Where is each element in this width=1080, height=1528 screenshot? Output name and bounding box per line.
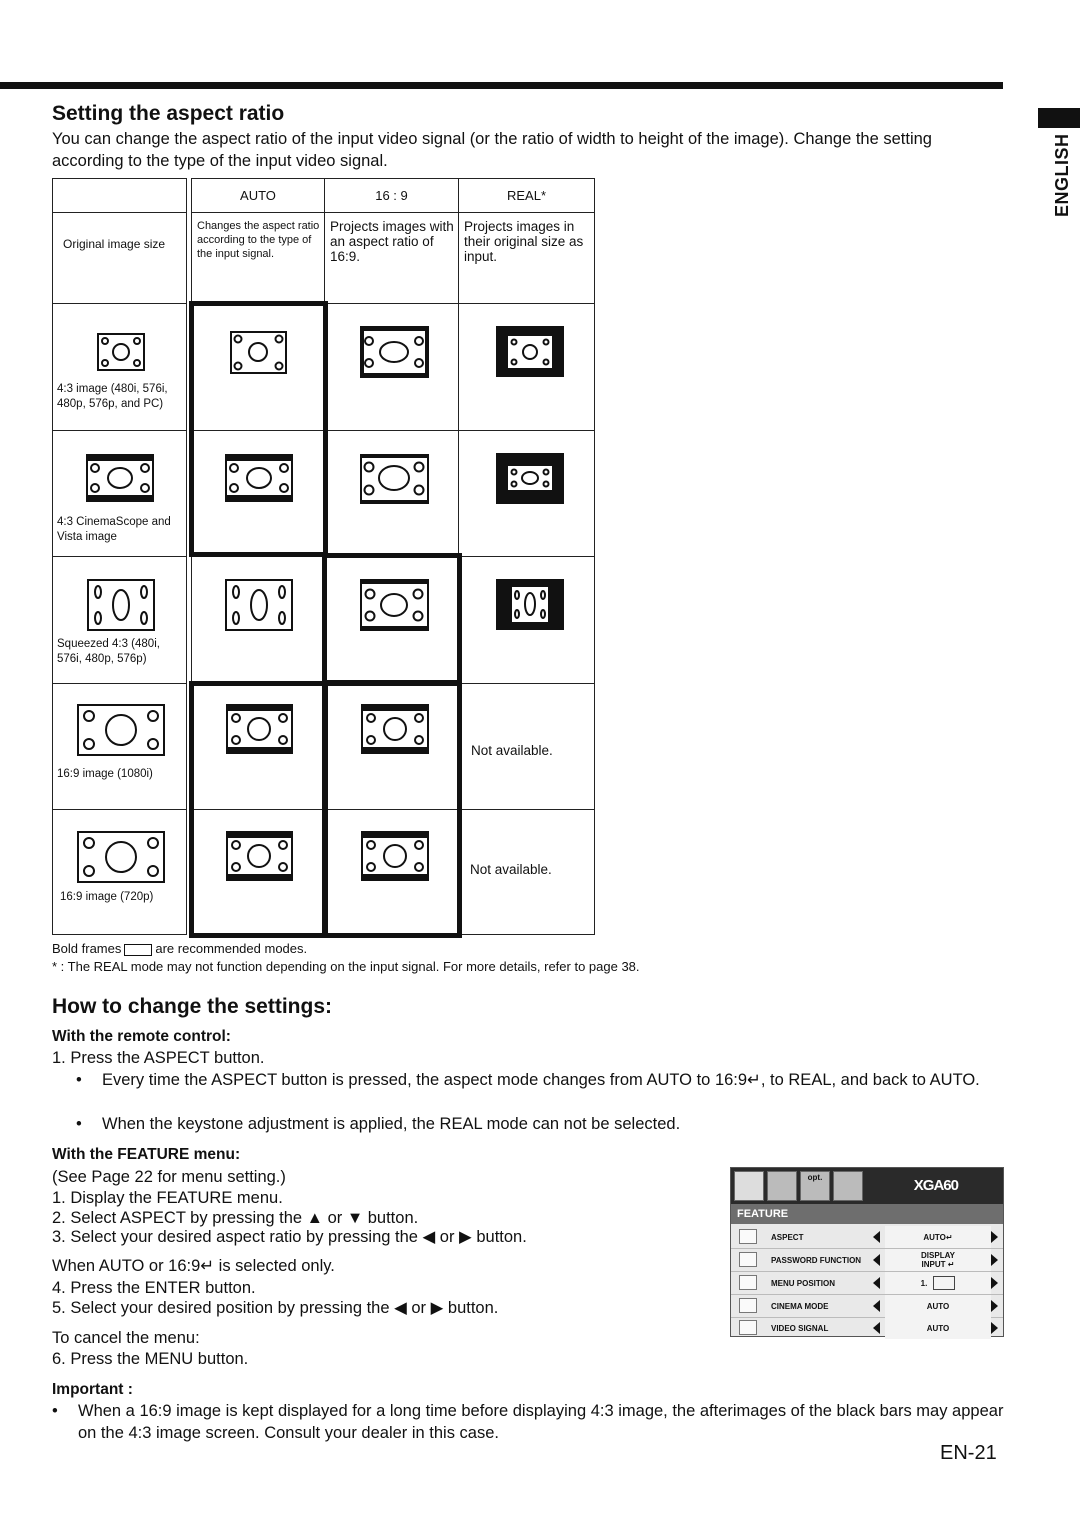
- remote-control-heading: With the remote control:: [52, 1028, 231, 1045]
- arrow-left-icon: [873, 1277, 880, 1289]
- option-tab-icon: [800, 1171, 830, 1201]
- bold-frames-label: Bold frames: [52, 941, 122, 956]
- icon-720p-169: [361, 831, 429, 881]
- remote-bullet-2: [76, 1114, 1006, 1136]
- menu-position-icon: [739, 1275, 757, 1290]
- osd-row-aspect: [731, 1226, 1003, 1249]
- aspect-icon: [739, 1229, 757, 1244]
- not-available-1080i: Not available.: [471, 743, 553, 758]
- row-label-cinemascope: 4:3 CinemaScope and Vista image: [57, 516, 171, 543]
- arrow-right-icon: [991, 1322, 998, 1334]
- icon-4-3-original: [98, 334, 144, 370]
- icon-squeezed-169: [360, 579, 429, 631]
- row-label-720p: 16:9 image (720p): [60, 891, 154, 903]
- menu-step-2: 2. Select ASPECT by pressing the ▲ or ▼ button.: [52, 1209, 419, 1227]
- osd-row-label: VIDEO SIGNAL: [771, 1323, 829, 1333]
- icon-4-3-169: [360, 326, 429, 378]
- picture-tab-icon: [734, 1171, 764, 1201]
- lock-icon: [739, 1252, 757, 1267]
- remote-bullet-2-text: When the keystone adjustment is applied, the REAL mode can not be selected.: [102, 1115, 681, 1133]
- cancel-menu-heading: To cancel the menu:: [52, 1329, 200, 1347]
- arrow-left-icon: [873, 1322, 880, 1334]
- important-note-text: When a 16:9 image is kept displayed for a long time before displaying 4:3 image, the afterimages of the black bars may appear on the 4:3 image screen. Consult your dealer in this case.: [78, 1402, 1004, 1442]
- osd-row-value: 1.: [920, 1278, 928, 1288]
- col-header-16-9: 16 : 9: [324, 178, 459, 213]
- feature-menu-heading: With the FEATURE menu:: [52, 1146, 241, 1163]
- osd-row-menu-position: [731, 1272, 1003, 1295]
- remote-bullet-1: [76, 1070, 1006, 1092]
- arrow-left-icon: [873, 1300, 880, 1312]
- icon-cinemascope-auto: [225, 454, 293, 502]
- menu-when-note: When AUTO or 16:9↵ is selected only.: [52, 1257, 335, 1275]
- feature-tab-icon: [833, 1171, 863, 1201]
- intro-paragraph: You can change the aspect ratio of the input video signal (or the ratio of width to height of the image). Change the setting according to the type of the input video signal.: [52, 130, 932, 170]
- position-box-icon: [933, 1276, 955, 1290]
- col-header-auto: AUTO: [191, 178, 325, 213]
- row-label-squeezed: Squeezed 4:3 (480i, 576i, 480p, 576p): [57, 638, 160, 665]
- image-tab-icon: [767, 1171, 797, 1201]
- osd-row-label: ASPECT: [771, 1232, 804, 1242]
- osd-tab-bar: [731, 1168, 1003, 1204]
- icon-1080i-169: [361, 704, 429, 754]
- desc-auto: Changes the aspect ratio according to the type of the input signal.: [191, 212, 325, 304]
- desc-real: Projects images in their original size as input.: [458, 212, 595, 304]
- icon-1080i-original: [78, 705, 164, 755]
- arrow-right-icon: [991, 1254, 998, 1266]
- arrow-right-icon: [991, 1277, 998, 1289]
- opt-tab-label: opt.: [807, 1173, 823, 1182]
- bullet-dot: •: [52, 1402, 58, 1420]
- osd-row-label: PASSWORD FUNCTION: [771, 1255, 862, 1265]
- osd-row-value: AUTO↵: [885, 1226, 991, 1248]
- osd-model-name: XGA60: [913, 1177, 958, 1194]
- col-header-real: REAL*: [458, 178, 595, 213]
- desc-16-9: Projects images with an aspect ratio of 16:9.: [324, 212, 459, 304]
- menu-step-4: 4. Press the ENTER button.: [52, 1279, 256, 1297]
- osd-row-value: AUTO: [885, 1317, 991, 1339]
- icon-squeezed-original: [88, 580, 154, 630]
- osd-row-label: CINEMA MODE: [771, 1301, 829, 1311]
- row-label-4-3: 4:3 image (480i, 576i, 480p, 576p, and PC): [57, 383, 168, 410]
- icon-1080i-auto: [226, 704, 293, 754]
- not-available-720p: Not available.: [470, 862, 552, 877]
- icon-4-3-real: [496, 326, 564, 377]
- icon-720p-auto: [226, 831, 293, 881]
- important-heading: Important :: [52, 1381, 133, 1398]
- icon-squeezed-auto: [226, 580, 292, 630]
- arrow-left-icon: [873, 1231, 880, 1243]
- section-title-change: How to change the settings:: [52, 995, 333, 1018]
- arrow-left-icon: [873, 1254, 880, 1266]
- bold-frames-note: [52, 940, 307, 957]
- real-mode-footnote: * : The REAL mode may not function depending on the input signal. For more details, refer to page 38.: [52, 959, 640, 974]
- remote-bullet-1-text: Every time the ASPECT button is pressed, the aspect mode changes from AUTO to 16:9↵, to REAL, and back to AUTO.: [102, 1071, 980, 1089]
- osd-row-video-signal: [731, 1317, 1003, 1339]
- menu-step-6: 6. Press the MENU button.: [52, 1350, 249, 1368]
- feature-menu-screenshot: [730, 1167, 1004, 1337]
- icon-4-3-auto: [231, 332, 286, 373]
- icon-cinemascope-original: [86, 454, 154, 502]
- osd-row-label: MENU POSITION: [771, 1278, 836, 1288]
- icon-720p-original: [78, 832, 164, 882]
- menu-step-3: 3. Select your desired aspect ratio by pressing the ◀ or ▶ button.: [52, 1228, 527, 1246]
- important-note: [52, 1401, 1007, 1444]
- arrow-right-icon: [991, 1300, 998, 1312]
- video-signal-icon: [739, 1320, 757, 1335]
- menu-step-1: 1. Display the FEATURE menu.: [52, 1189, 283, 1207]
- arrow-right-icon: [991, 1231, 998, 1243]
- bold-frame-sample-icon: [124, 944, 152, 956]
- cinema-mode-icon: [739, 1298, 757, 1313]
- recommended-modes-label: are recommended modes.: [155, 941, 308, 956]
- menu-see-page: (See Page 22 for menu setting.): [52, 1168, 286, 1186]
- original-size-text: Original image size: [63, 237, 166, 251]
- language-label: ENGLISH: [1052, 133, 1072, 217]
- row-label-1080i: 16:9 image (1080i): [57, 768, 153, 780]
- osd-row-value: DISPLAY INPUT ↵: [885, 1249, 991, 1271]
- icon-cinemascope-real: [496, 453, 564, 504]
- icon-squeezed-real: [496, 579, 564, 630]
- menu-step-5: 5. Select your desired position by pressing the ◀ or ▶ button.: [52, 1299, 499, 1317]
- section-title-aspect: Setting the aspect ratio: [52, 102, 285, 125]
- page-number: EN-21: [940, 1442, 997, 1464]
- osd-row-cinema-mode: [731, 1295, 1003, 1318]
- osd-feature-title: FEATURE: [731, 1204, 1003, 1224]
- osd-row-password: [731, 1249, 1003, 1272]
- osd-row-value: AUTO: [885, 1295, 991, 1317]
- icon-cinemascope-169: [360, 454, 429, 504]
- osd-row-value-wrap: [885, 1272, 991, 1294]
- remote-step-1: 1. Press the ASPECT button.: [52, 1049, 265, 1067]
- bullet-dot: •: [76, 1115, 82, 1133]
- bullet-dot: •: [76, 1071, 82, 1089]
